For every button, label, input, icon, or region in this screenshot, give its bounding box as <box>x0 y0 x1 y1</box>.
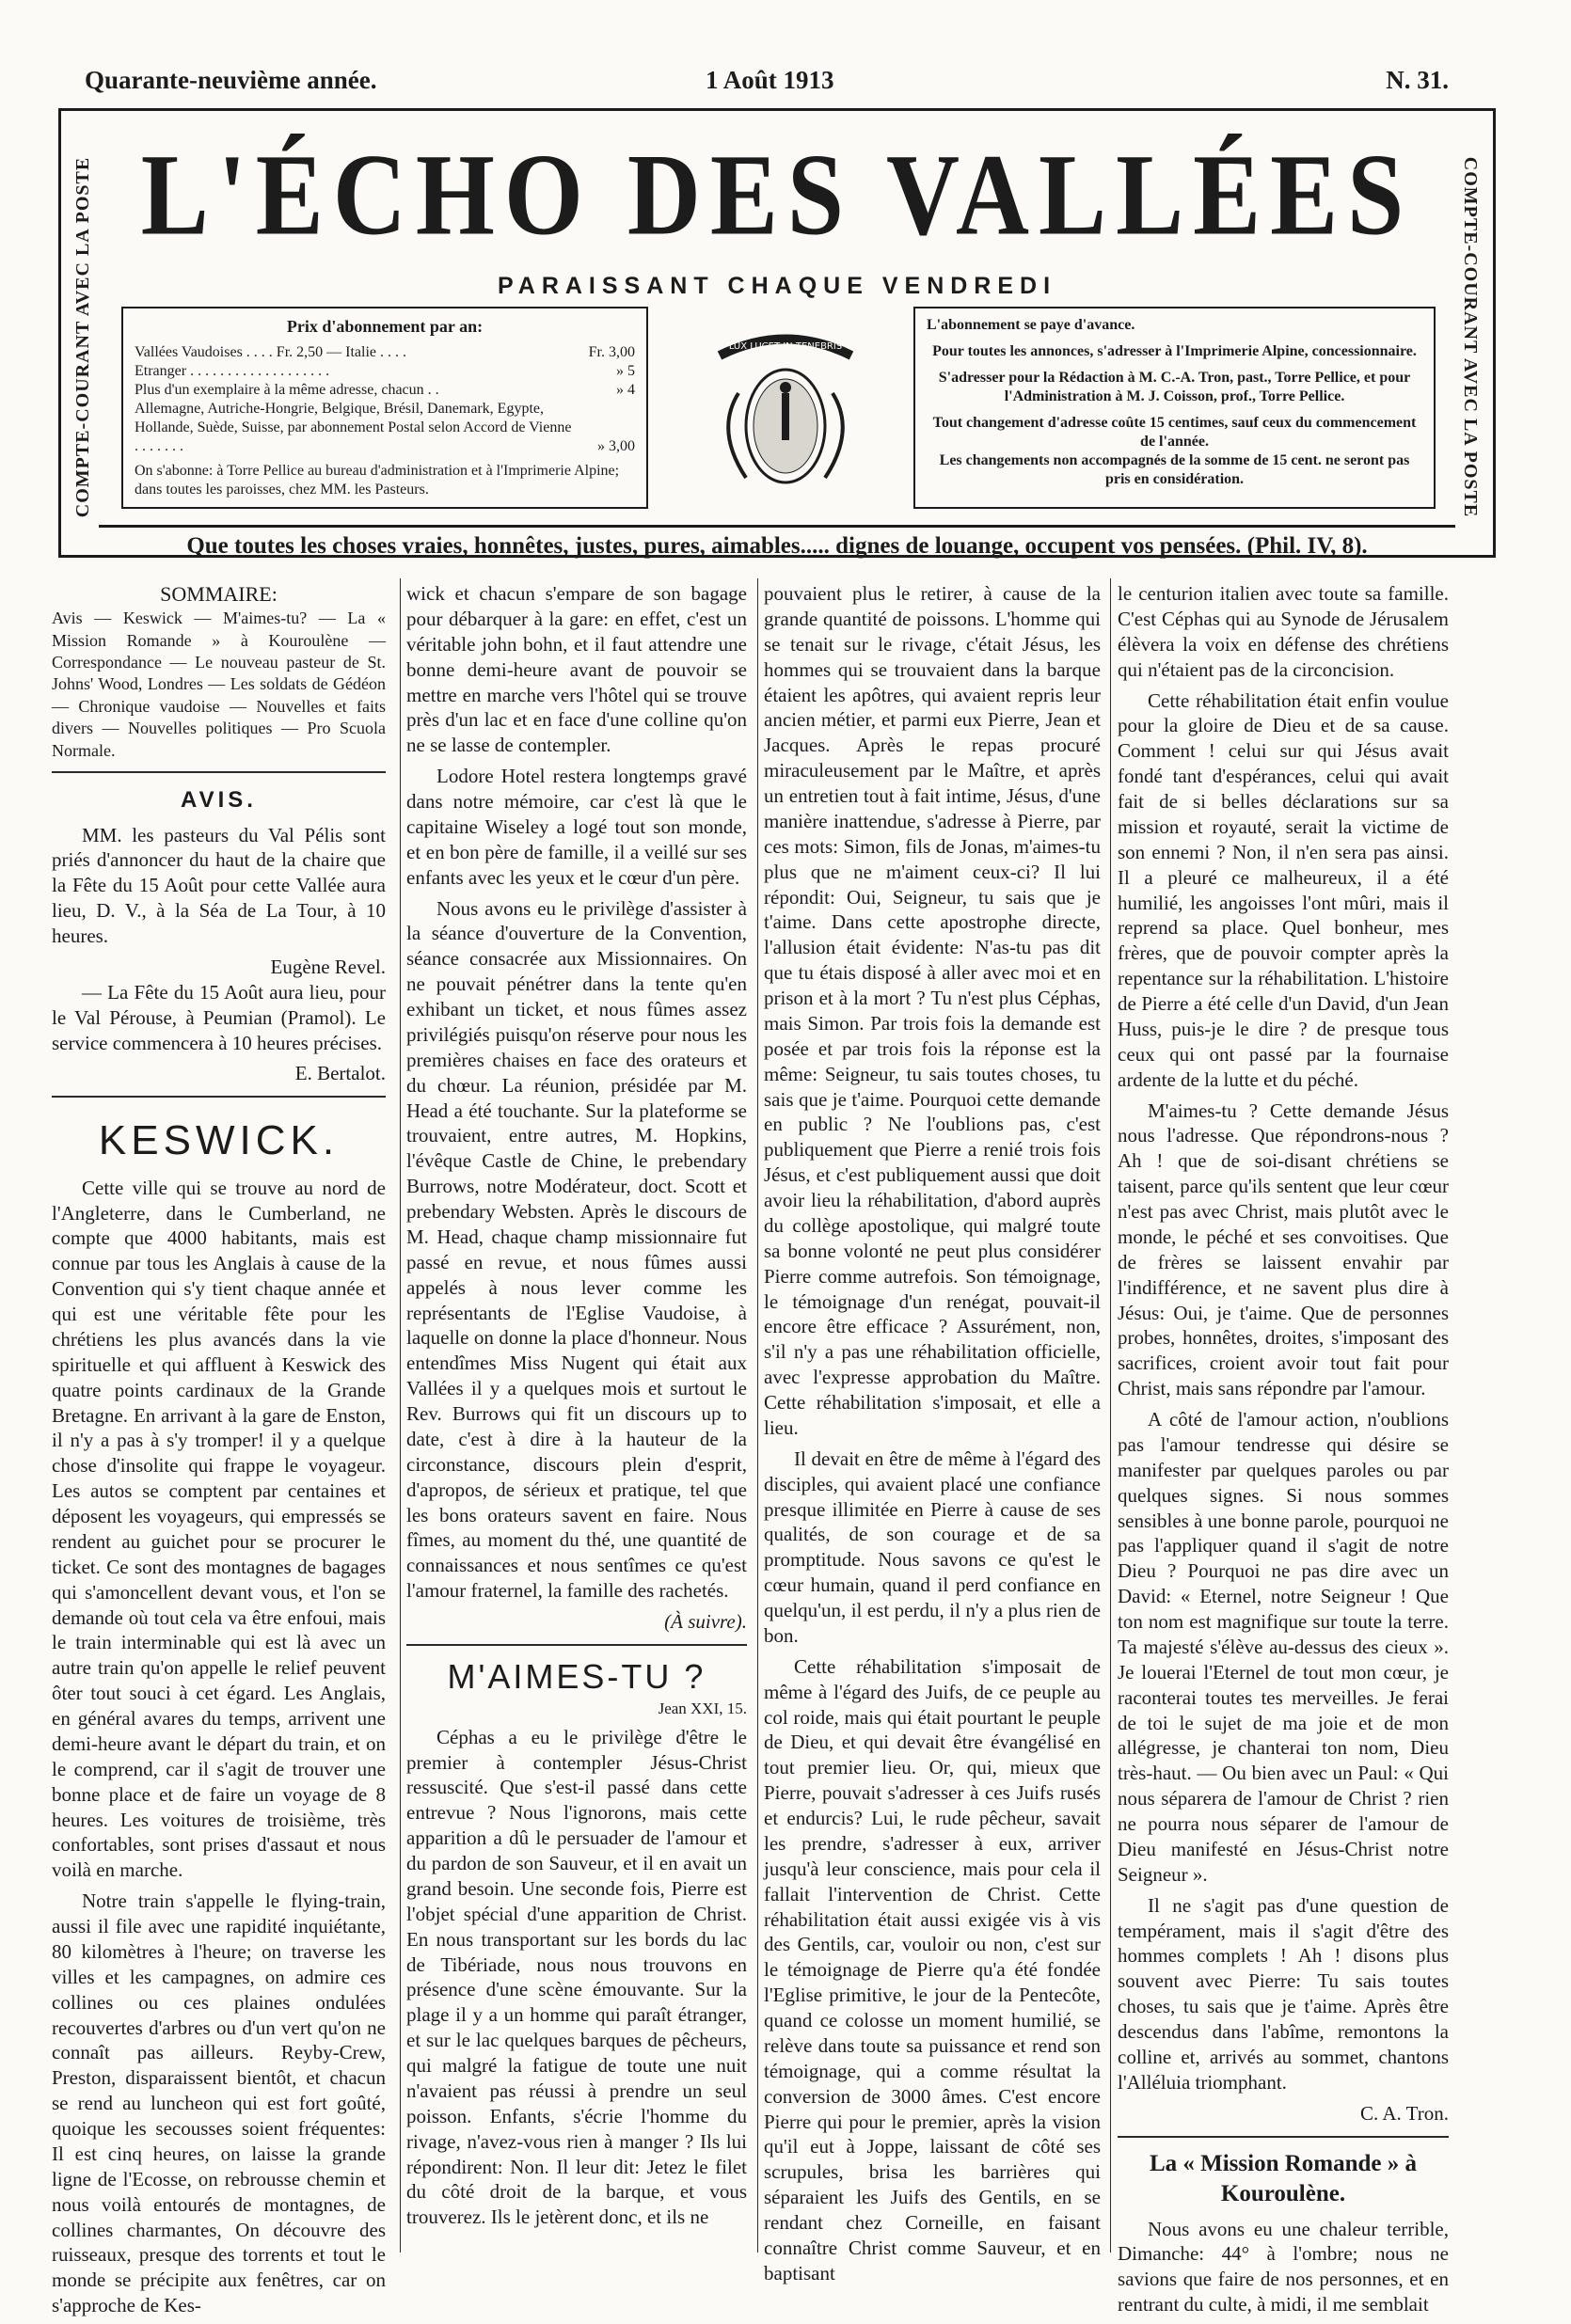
sommaire-text: Avis — Keswick — M'aimes-tu? — La « Mission Romande » à Kouroulène — Correspondance — Le nouveau pasteur de St. Johns' Wood, Londres — Les soldats de Gédéon — Chronique vaudoise — Nouvelles et faits divers — Nouvelles politiques — Pro Scuola Normale. <box>52 609 386 760</box>
waldensian-emblem-icon <box>710 318 861 506</box>
article-paragraph: A côté de l'amour action, n'oublions pas l'amour tendresse qui désire se manifester par quelques paroles ou par quelques signes. Si nous sommes sensibles à une bonne parole, pourquoi ne pas l'appliquer quand il s'agit de notre Dieu ? Pourquoi ne pas dire avec un David: « Eternel, notre Seigneur ! Que ton nom est magnifique sur toute la terre. Ta majesté s'élève au-dessus des cieux ». Je louerai l'Eternel de tout mon cœur, je raconterai toutes tes merveilles. Je ferai de toi le sujet de ma joie et de mon allégresse, je chanterai ton nom, Dieu très-haut. — Ou bien avec un Paul: « Qui nous séparera de l'amour de Christ ? rien ne pourra nous séparer de l'amour de Dieu manifesté en Jésus-Christ notre Seigneur ». <box>1118 1408 1449 1886</box>
article-paragraph: wick et chacun s'empare de son bagage pour débarquer à la gare: en effet, c'est un véritable john bohn, et il faut attendre une bonne demi-heure avant de pouvoir se mettre en marche vers l'hôtel qui se trouve près d'un lac et en face d'une colline qu'on ne se lasse de contempler. <box>406 582 747 757</box>
pricing-heading: Prix d'abonnement par an: <box>286 317 484 336</box>
article-paragraph: Il devait en être de même à l'égard des disciples, qui avaient placé une confiance presque illimitée en Pierre à cause de ses qualités, de son courage et de sa promptitude. Nous savons ce qu'est le cœur humain, quand il perd confiance en quelqu'un, il est perdu, il n'y a plus rien de bon. <box>764 1447 1101 1647</box>
column-1 <box>52 581 386 2324</box>
article-paragraph: Cette réhabilitation s'imposait de même à l'égard des Juifs, de ce peuple au col roide, mais qui était pourtant le peuple de Dieu, et qui devait être évangélisé en tout premier lieu. Or, qui, mieux que Pierre, pouvait s'adresser à ces Juifs rusés et endurcis? Lui, le rude pêcheur, savait les prendre, s'adresser à eux, arriver jusqu'à leur conscience, mais pour cela il fallait l'intervention de Christ. Cette réhabilitation était aussi exigée vis à vis des Gentils, car, vouloir ou non, c'est sur le témoignage de Pierre qu'a été fondée l'Eglise primitive, le jour de la Pentecôte, quand ce colosse un moment humilié, se relève dans toute sa puissance et rend son témoignage, qui a comme résultat la conversion de 3000 âmes. C'est encore Pierre qui pour le premier, après la vision qu'il eut à Joppe, laissant de côté ses scrupules, brisa les barrières qui séparaient les Juifs des Gentils, en se rendant chez Corneille, en faisant connaître Christ comme Sauveur, et en baptisant <box>764 1654 1101 2284</box>
side-text-right: COMPTE-COURANT AVEC LA POSTE <box>1460 156 1482 517</box>
subscribe-note: On s'abonne: à Torre Pellice au bureau d'administration et à l'Imprimerie Alpine; dans toutes les paroisses, chez MM. les Pasteurs. <box>135 462 620 498</box>
scripture-reference: Jean XXI, 15. <box>658 1699 747 1717</box>
article-paragraph: Céphas a eu le privilège d'être le premier à contempler Jésus-Christ ressuscité. Que s'est-il passé dans cette entrevue ? Nous l'ignorons, mais cette apparition a dû le persuader de l'amour et du pardon de son Sauveur, et il en avait un grand besoin. Une seconde fois, Pierre est l'objet spécial d'une apparition de Christ. En nous transportant sur les bords du lac de Tibériade, nous nous trouvons en présence d'une scène émouvante. Sur la plage il y a un homme qui paraît étranger, et sur le lac quelques barques de pêcheurs, qui malgré la fatigue de toute une nuit n'avaient pas réussi à prendre un seul poisson. Enfants, s'écrie l'homme du rivage, n'avez-vous rien à manger ? Ils lui répondirent: Non. Il leur dit: Jetez le filet du côté droit de la barque, et vous trouverez. Ils le jetèrent donc, et ils ne <box>406 1725 747 2229</box>
maimes-heading: M'AIMES-TU ? <box>447 1656 706 1696</box>
svg-text:LUX LUCET IN TENEBRIS: LUX LUCET IN TENEBRIS <box>728 341 843 352</box>
article-paragraph: Il ne s'agit pas d'une question de tempérament, mais il s'agit d'être des hommes complets ! Ah ! disons plus souvent avec Pierre: Tu sais toutes choses, tu sais que je t'aime. Après être descendus dans l'abîme, remontons la colline et, arrivés au sommet, chantons l'Alléluia triomphant. <box>1118 1893 1449 2094</box>
column-rule <box>1110 578 1111 2253</box>
article-signature: C. A. Tron. <box>1360 2101 1449 2125</box>
info-line: Tout changement d'adresse coûte 15 centimes, sauf ceux du commencement de l'année. <box>932 415 1417 450</box>
avis-signature: Eugène Revel. <box>270 955 386 978</box>
to-be-continued: (À suivre). <box>664 1610 747 1633</box>
avis-paragraph: — La Fête du 15 Août aura lieu, pour le Val Pérouse, à Peumian (Pramol). Le service commencera à 10 heures précises. <box>52 980 386 1054</box>
motto: Que toutes les choses vraies, honnêtes, justes, pures, aimables..... dignes de louange, occupent vos pensées. (Phil. IV, 8). <box>99 525 1455 567</box>
price-row: Etranger . . . . . . . . . . . . . . . . . . . » 5 <box>135 362 635 379</box>
divider <box>406 1644 747 1646</box>
divider <box>52 1096 386 1098</box>
price-row: Plus d'un exemplaire à la même adresse, chacun . . » 4 <box>135 381 635 398</box>
top-line <box>85 66 1449 103</box>
keswick-heading: KESWICK. <box>98 1117 340 1164</box>
article-paragraph: Cette réhabilitation était enfin voulue pour la gloire de Dieu et de sa cause. Comment ! celui sur qui Jésus avait fondé tant d'espérances, celui qui avait fait de si belles déclarations sur sa mission et royauté, serait la victime de son ennemi ? Non, il n'en sera pas ainsi. Il a pleuré ce malheureux, il a été humilié, les angoisses l'ont mûri, mais il reprend sa place. Quel bonheur, mes frères, que de pouvoir compter après la repentance sur la réhabilitation. L'histoire de Pierre a été celle d'un David, d'un Jean Huss, puis-je le dire ? de presque tous ceux qui ont passé par la fournaise ardente de la lutte et du péché. <box>1118 688 1449 1091</box>
article-paragraph: Lodore Hotel restera longtemps gravé dans notre mémoire, car c'est là que le capitaine Wiseley a logé tout son monde, et en bon père de famille, il a veillé sur ses enfants avec les yeux et le cœur d'un père. <box>406 765 747 889</box>
info-line: L'abonnement se paye d'avance. <box>927 317 1135 333</box>
avis-signature: E. Bertalot. <box>294 1062 386 1085</box>
column-4 <box>1118 581 1449 2323</box>
issue-number: N. 31. <box>1386 66 1449 94</box>
info-line: Les changements non accompagnés de la somme de 15 cent. ne seront pas pris en considération. <box>939 452 1410 487</box>
divider <box>52 771 386 773</box>
side-text-left: COMPTE-COURANT AVEC LA POSTE <box>72 156 94 517</box>
issue-date: 1 Août 1913 <box>706 66 834 94</box>
info-box <box>913 307 1436 509</box>
article-paragraph: Nous avons eu une chaleur terrible, Dimanche: 44° à l'ombre; nous ne savions que faire de nos personnes, et en rentrant du culte, à midi, il me semblait <box>1118 2217 1449 2316</box>
article-paragraph: Cette ville qui se trouve au nord de l'Angleterre, dans le Cumberland, ne compte que 4000 habitants, mais est connue par tous les Anglais à cause de la Convention qui s'y tient chaque année et qui est une véritable fête pour les chrétiens les plus avancés dans la vie spirituelle et qui affluent à Keswick des quatre points cardinaux de la Grande Bretagne. En arrivant à la gare de Enston, il n'y a pas à s'y tromper! il y a quelque chose d'insolite qui frappe le voyageur. Les autos se comptent par centaines et déposent les voyageurs, qui empressés se rendent au guichet pour se procurer le ticket. Ce sont des montagnes de bagages qui s'amoncellent devant vous, et l'on se demande où tout cela va être enfoui, mais le train interminable qui est là avec un autre train qu'on appelle le relief peuvent ôter tout souci à cet égard. Les Anglais, en général avares du temps, arrivent une demi-heure avant le départ du train, et on le comprend, car il s'agit de trouver une bonne place et de faire un voyage de 8 heures. Les voitures de troisième, très confortables, sont prises d'assaut et nous voilà en marche. <box>52 1176 386 1882</box>
masthead <box>58 108 1496 558</box>
avis-paragraph: MM. les pasteurs du Val Pélis sont priés d'annoncer du haut de la chaire que la Fête du 15 Août pour cette Vallée aura lieu, D. V., à la Séa de La Tour, à 10 heures. <box>52 823 386 948</box>
newspaper-title: L'ÉCHO DES VALLÉES <box>140 131 1414 260</box>
newspaper-subtitle: PARAISSANT CHAQUE VENDREDI <box>497 273 1057 299</box>
pricing-box <box>121 307 648 509</box>
price-row: Vallées Vaudoises . . . . Fr. 2,50 — Italie . . . . Fr. 3,00 <box>135 343 635 360</box>
article-paragraph: le centurion italien avec toute sa famille. C'est Céphas qui au Synode de Jérusalem élèvera la voix en défense des chrétiens qui n'étaient pas de la circoncision. <box>1118 582 1449 681</box>
article-paragraph: pouvaient plus le retirer, à cause de la grande quantité de poissons. L'homme qui se tenait sur le rivage, c'était Jésus, les hommes qui se trouvaient dans la barque étaient les apôtres, qui avaient repris leur ancien métier, et parmi eux Pierre, Jean et Jacques. Après le repas procuré miraculeusement par le Maître, et après un entretien tout à fait intime, Jésus, d'une manière inattendue, s'adresse à Pierre, par ces mots: Simon, fils de Jonas, m'aimes-tu plus que ne m'aiment ceux-ci? Il lui répondit: Oui, Seigneur, tu sais que je t'aime. Dans cette apostrophe directe, l'allusion était évidente: N'as-tu pas dit que tu étais disposé à aller avec moi et en prison et à la mort ? Tu n'est plus Céphas, mais Simon. Par trois fois la demande est posée et par trois fois la réponse est la même: Seigneur, tu sais toutes choses, tu sais que je t'aime. Pourquoi cette demande en public ? Ne l'oublions pas, c'est publiquement que Pierre a renié trois fois Jésus, et c'est publiquement aussi que doit avoir lieu la réhabilitation, d'abord auprès du collège apostolique, qui malgré toute sa bonne volonté ne peut plus considérer Pierre comme autrefois. Son témoignage, le témoignage d'un renégat, pouvait-il encore être efficace ? Assurément, non, s'il n'y a pas une réhabilitation officielle, avec l'expresse approbation du Maître. Cette réhabilitation s'imposait, et elle a lieu. <box>764 582 1101 1439</box>
column-2 <box>406 581 747 2236</box>
mission-heading: La « Mission Romande » à Kouroulène. <box>1149 2150 1418 2206</box>
article-paragraph: Nous avons eu le privilège d'assister à la séance d'ouverture de la Convention, séance consacrée aux Missionnaires. On ne pouvait pénétrer dans la tente qu'en exhibant un ticket, et nous fûmes assez privilégiés puisqu'on réserve pour nous les premières chaises en face des orateurs et du chœur. La réunion, présidée par M. Head a été touchante. Sur la plateforme se trouvaient, entre autres, M. Hopkins, l'évêque Castle de Chine, le prebendary Burrows, notre Modérateur, doct. Scott et prebendary Websten. Après le discours de M. Head, chaque champ missionnaire fut passé en revue, et nous fûmes aussi appelés à nous lever comme les représentants de l'Eglise Vaudoise, à laquelle on donne la place d'honneur. Nous entendîmes Miss Nugent qui était aux Vallées il y a quelques mois et surtout le Rev. Burrows qui fit un discours up to date, c'est à dire à la hauteur de la circonstance, discours plein d'esprit, d'apropos, de sérieux et pratique, tel que les bons orateurs savent en faire. Nous fîmes, au moment du thé, une quantité de connaissances et nous sentîmes ce qu'est l'amour fraternel, la famille des rachetés. <box>406 896 747 1603</box>
sommaire-title: SOMMAIRE: <box>160 582 278 606</box>
article-paragraph: M'aimes-tu ? Cette demande Jésus nous l'adresse. Que répondrons-nous ? Ah ! que de soi-disant chrétiens se taisent, parce qu'ils sentent que leur cœur n'est pas avec Christ, mais plutôt avec le monde, le péché et ses convoitises. Que de frères se laissent envahir par l'indifférence, et ne savent plus dire à Jésus: Oui, je t'aime. Que de personnes probes, honnêtes, droites, s'imposant des sacrifices, croient avoir tout fait pour Christ, mais sans répondre par l'amour. <box>1118 1099 1449 1400</box>
avis-heading: AVIS. <box>181 786 257 813</box>
info-line: Pour toutes les annonces, s'adresser à l'Imprimerie Alpine, concessionnaire. <box>932 343 1417 359</box>
price-row: Allemagne, Autriche-Hongrie, Belgique, Brésil, Danemark, Egypte, Hollande, Suède, Suisse, par abonnement Postal selon Accord de Vienne . . . . . . . » 3,00 <box>135 400 635 454</box>
year-label: Quarante-neuvième année. <box>85 66 377 94</box>
column-3 <box>764 581 1101 2292</box>
column-rule <box>400 578 401 2253</box>
article-paragraph: Notre train s'appelle le flying-train, aussi il file avec une rapidité inquiétante, 80 kilomètres à l'heure; on traverse les villes et les campagnes, on admire ces collines ou ces plaines ondulées recouvertes d'arbres ou d'un vert qu'on ne connaît pas ailleurs. Reyby-Crew, Preston, disparaissent bientôt, et chacun se rend au luncheon qui est fort goûté, quoique les secousses soient fréquentes: Il est cinq heures, on laisse la grande ligne de l'Ecosse, on rebrousse chemin et nous voilà entourés de montagnes, de collines charmantes, On découvre des ruisseaux, presque des torrents et tout le monde se précipite aux fenêtres, car on s'approche de Kes- <box>52 1889 386 2317</box>
divider <box>1118 2136 1449 2138</box>
info-line: S'adresser pour la Rédaction à M. C.-A. Tron, past., Torre Pellice, et pour l'Administration à M. J. Coisson, prof., Torre Pellice. <box>938 370 1411 404</box>
column-rule <box>757 578 758 2253</box>
